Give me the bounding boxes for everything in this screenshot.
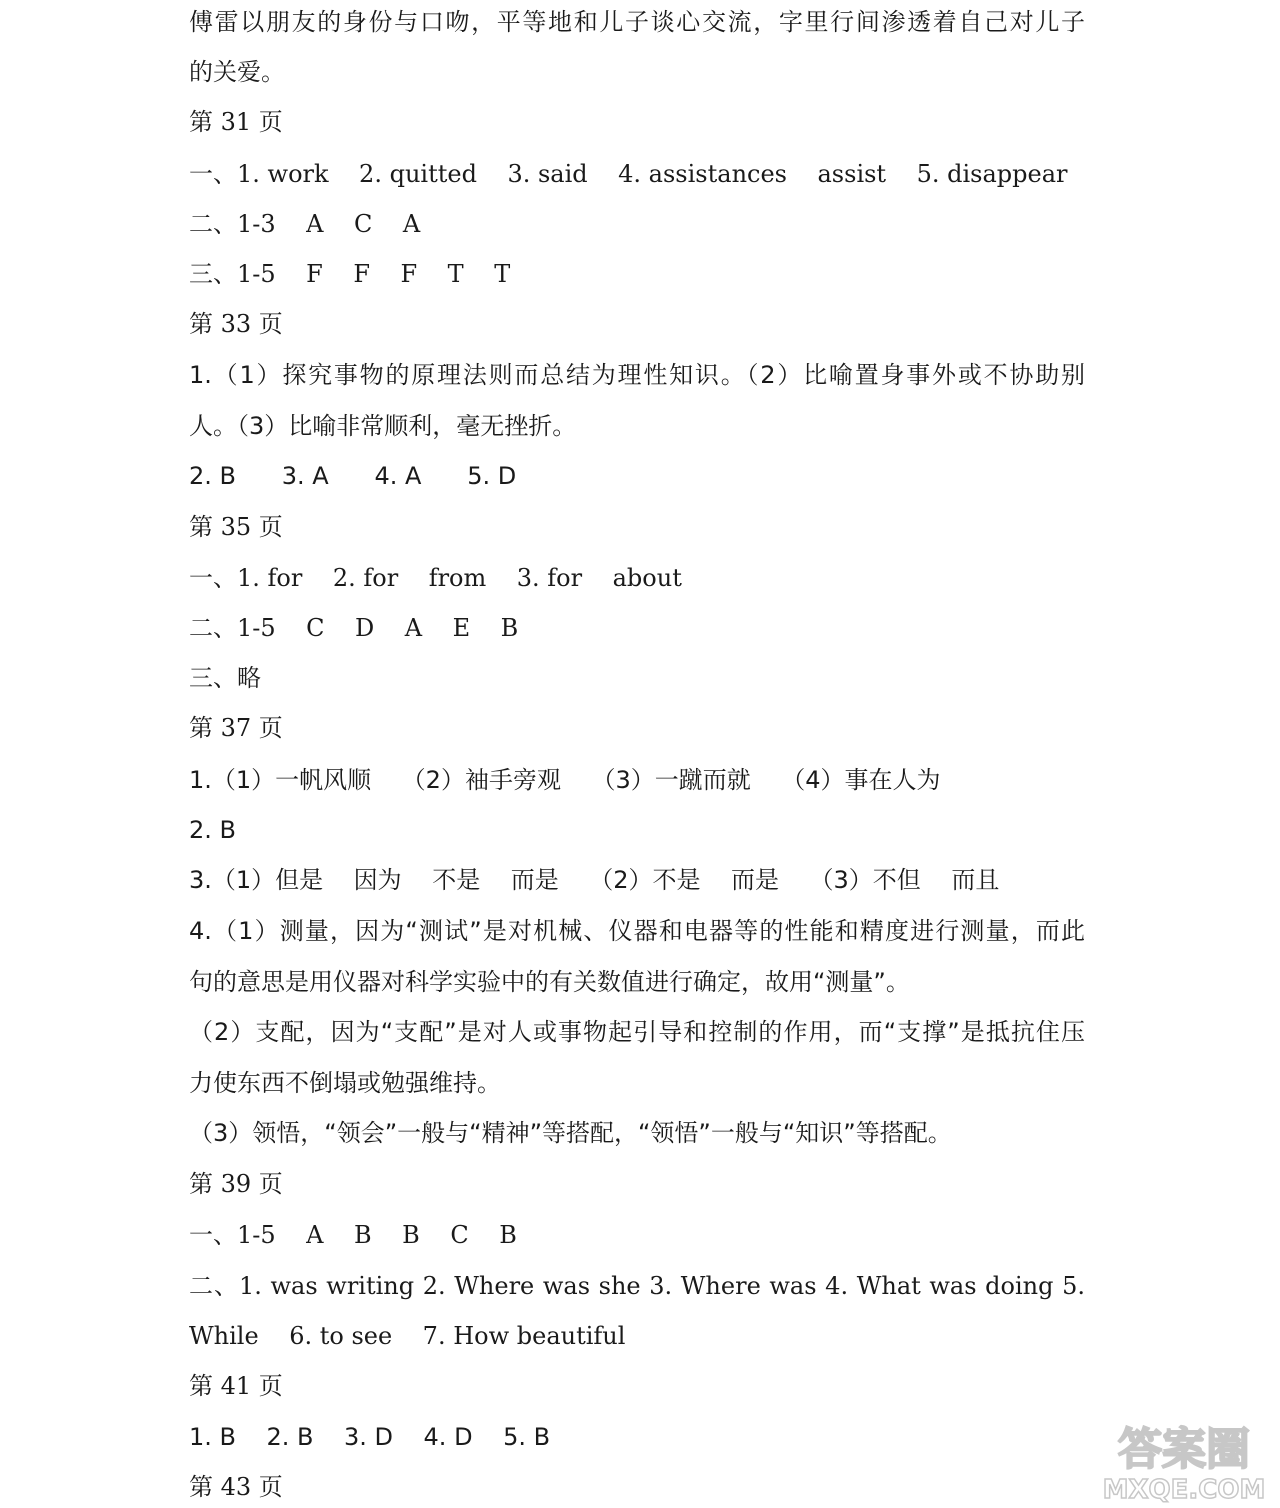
text-line: 一、1-5 A B B C B (189, 1221, 517, 1249)
page-heading: 第 33 页 (189, 310, 283, 338)
watermark-logo (1094, 1412, 1274, 1504)
text-line: 的关爱。 (189, 58, 285, 86)
text-line: 一、1. work 2. quitted 3. said 4. assistances assist 5. disappear (189, 160, 1068, 188)
text-line: 二、1. was writing 2. Where was she 3. Where was 4. What was doing 5. (189, 1272, 1085, 1300)
text-line: （2）支配，因为“支配”是对人或事物起引导和控制的作用，而“支撑”是抵抗住压 (189, 1018, 1085, 1046)
text-line: 4.（1）测量，因为“测试”是对机械、仪器和电器等的性能和精度进行测量，而此 (189, 917, 1085, 945)
text-line: 三、略 (189, 664, 261, 692)
text-line: 1.（1）一帆风顺 （2）袖手旁观 （3）一蹴而就 （4）事在人为 (189, 766, 941, 794)
text-line: 二、1-5 C D A E B (189, 614, 519, 642)
text-line: 力使东西不倒塌或勉强维持。 (189, 1069, 501, 1097)
page-heading: 第 31 页 (189, 108, 283, 136)
page-heading: 第 41 页 (189, 1372, 283, 1400)
text-line: （3）领悟，“领会”一般与“精神”等搭配，“领悟”一般与“知识”等搭配。 (189, 1119, 952, 1147)
watermark-text-bottom: MXQE.COM (1102, 1475, 1266, 1504)
watermark-text-top: 答案圈 (1118, 1424, 1250, 1475)
text-line: While 6. to see 7. How beautiful (189, 1322, 626, 1350)
text-line: 1. B 2. B 3. D 4. D 5. B (189, 1423, 551, 1451)
text-line: 人。（3）比喻非常顺利，毫无挫折。 (189, 412, 577, 440)
text-line: 1.（1）探究事物的原理法则而总结为理性知识。（2）比喻置身事外或不协助别 (189, 361, 1085, 389)
text-line: 2. B 3. A 4. A 5. D (189, 462, 517, 490)
page-heading: 第 35 页 (189, 513, 283, 541)
text-line: 2. B (189, 816, 236, 844)
text-line: 二、1-3 A C A (189, 210, 421, 238)
page-heading: 第 43 页 (189, 1473, 283, 1501)
text-line: 三、1-5 F F F T T (189, 260, 511, 288)
page-heading: 第 39 页 (189, 1170, 283, 1198)
text-line: 3.（1）但是 因为 不是 而是 （2）不是 而是 （3）不但 而且 (189, 866, 1000, 894)
text-line: 一、1. for 2. for from 3. for about (189, 564, 682, 592)
page-heading: 第 37 页 (189, 714, 283, 742)
text-line: 傅雷以朋友的身份与口吻，平等地和儿子谈心交流，字里行间渗透着自己对儿子 (189, 8, 1085, 36)
text-line: 句的意思是用仪器对科学实验中的有关数值进行确定，故用“测量”。 (189, 968, 910, 996)
